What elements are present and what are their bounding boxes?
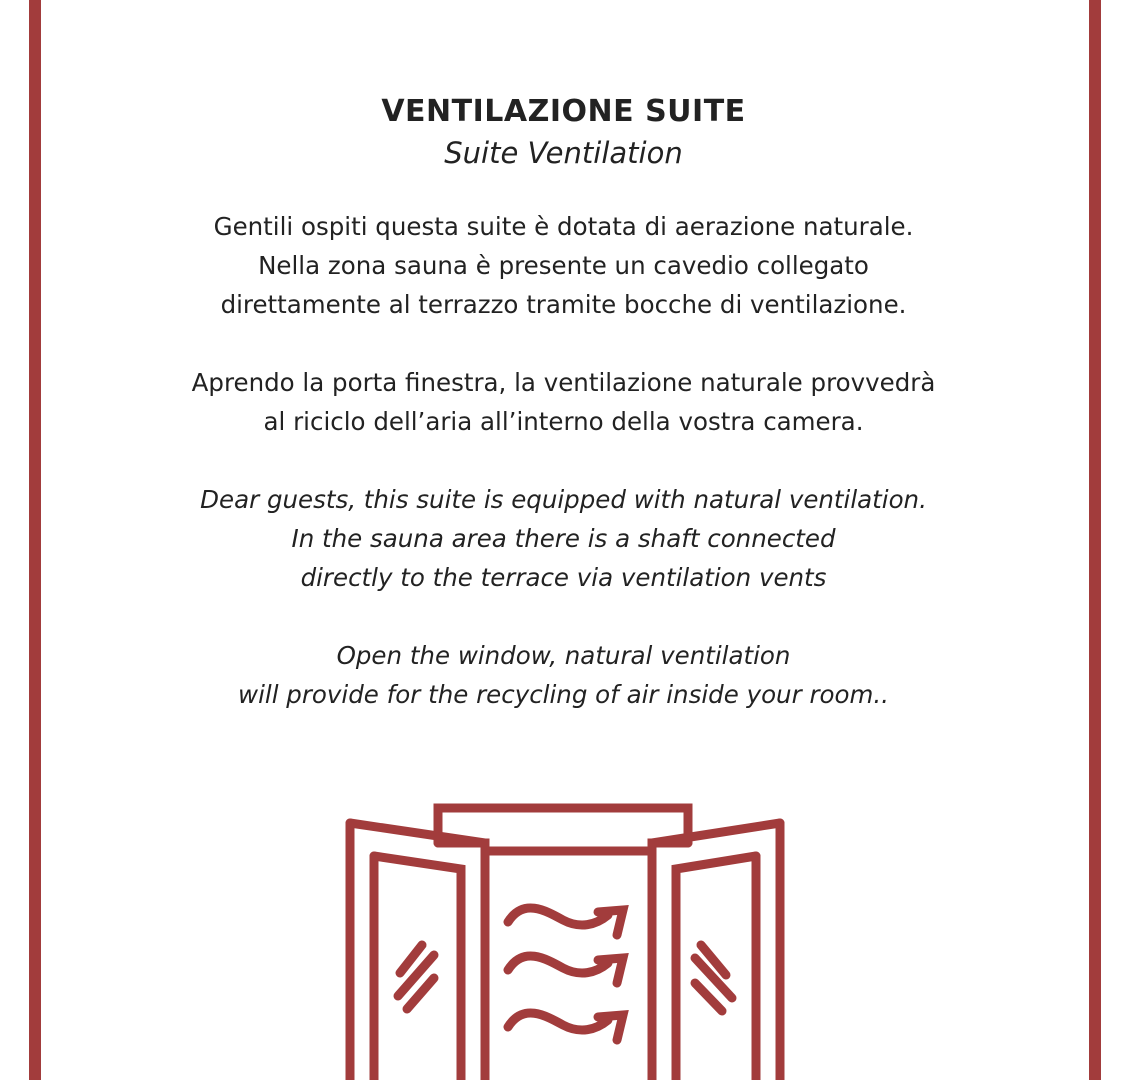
text-line: Open the window, natural ventilation xyxy=(336,641,791,670)
english-paragraph-1 xyxy=(60,480,1067,597)
italian-paragraph-2 xyxy=(60,363,1067,441)
text-line: direttamente al terrazzo tramite bocche di ventilazione. xyxy=(220,290,907,319)
text-line: Aprendo la porta finestra, la ventilazione naturale provvedrà xyxy=(191,368,936,397)
text-line: Dear guests, this suite is equipped with natural ventilation. xyxy=(200,485,927,514)
english-paragraph-2 xyxy=(60,636,1067,714)
text-line: Nella zona sauna è presente un cavedio collegato xyxy=(258,251,869,280)
page-subtitle: Suite Ventilation xyxy=(444,136,683,170)
frame-border-left xyxy=(29,0,41,1080)
frame-border-right xyxy=(1089,0,1101,1080)
open-window-airflow-icon xyxy=(340,795,790,1080)
page-title: VENTILAZIONE SUITE xyxy=(381,94,746,129)
text-line: directly to the terrace via ventilation vents xyxy=(300,563,827,592)
italian-paragraph-1 xyxy=(60,207,1067,324)
text-line: Gentili ospiti questa suite è dotata di aerazione naturale. xyxy=(213,212,914,241)
text-line: will provide for the recycling of air inside your room.. xyxy=(238,680,889,709)
notice-content xyxy=(60,92,1067,753)
text-line: al riciclo dell’aria all’interno della vostra camera. xyxy=(263,407,864,436)
text-line: In the sauna area there is a shaft connected xyxy=(291,524,836,553)
